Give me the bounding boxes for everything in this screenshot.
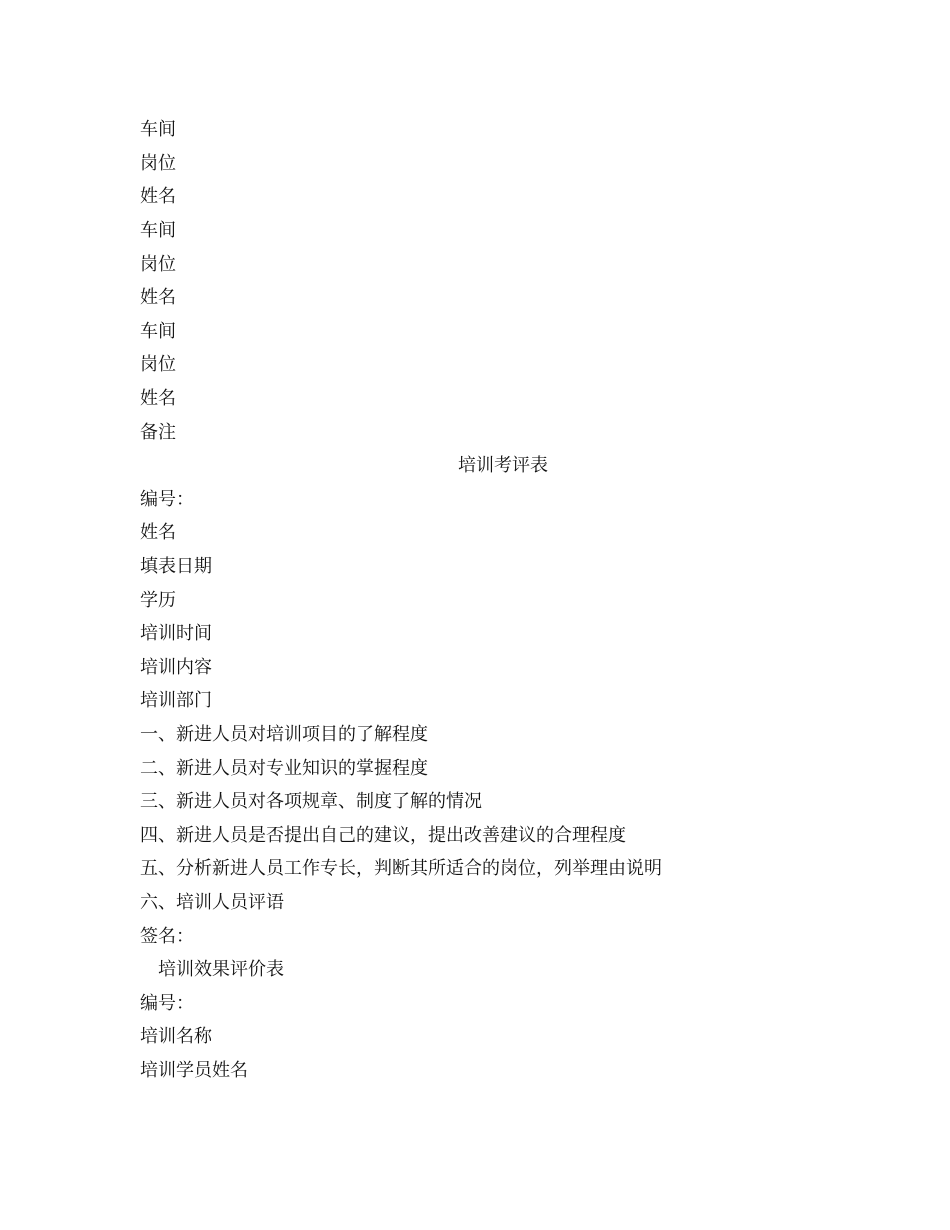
section-title-training-effectiveness: 培训效果评价表: [158, 959, 284, 980]
signature-label: 签名：: [140, 926, 194, 947]
field-label-position: 岗位: [140, 254, 176, 275]
field-label-training-time: 培训时间: [140, 623, 212, 644]
question-item: 四、新进人员是否提出自己的建议，提出改善建议的合理程度: [140, 825, 626, 846]
question-item: 六、培训人员评语: [140, 892, 284, 913]
number-label: 编号：: [140, 489, 194, 510]
field-label-fill-date: 填表日期: [140, 556, 212, 577]
field-label-training-name: 培训名称: [140, 1026, 212, 1047]
question-item: 五、分析新进人员工作专长，判断其所适合的岗位，列举理由说明: [140, 858, 662, 879]
question-item: 三、新进人员对各项规章、制度了解的情况: [140, 791, 482, 812]
field-label-training-department: 培训部门: [140, 690, 212, 711]
number-label: 编号：: [140, 993, 194, 1014]
field-label-training-content: 培训内容: [140, 657, 212, 678]
field-label-name: 姓名: [140, 186, 176, 207]
field-label-name: 姓名: [140, 388, 176, 409]
section-title-training-assessment: 培训考评表: [458, 455, 548, 476]
field-label-position: 岗位: [140, 153, 176, 174]
field-label-education: 学历: [140, 590, 176, 611]
field-label-name: 姓名: [140, 287, 176, 308]
field-label-trainee-name: 培训学员姓名: [140, 1060, 248, 1081]
question-item: 一、新进人员对培训项目的了解程度: [140, 724, 428, 745]
field-label-workshop: 车间: [140, 119, 176, 140]
question-item: 二、新进人员对专业知识的掌握程度: [140, 758, 428, 779]
field-label-name: 姓名: [140, 522, 176, 543]
field-label-remarks: 备注: [140, 422, 176, 443]
field-label-position: 岗位: [140, 354, 176, 375]
field-label-workshop: 车间: [140, 220, 176, 241]
field-label-workshop: 车间: [140, 321, 176, 342]
